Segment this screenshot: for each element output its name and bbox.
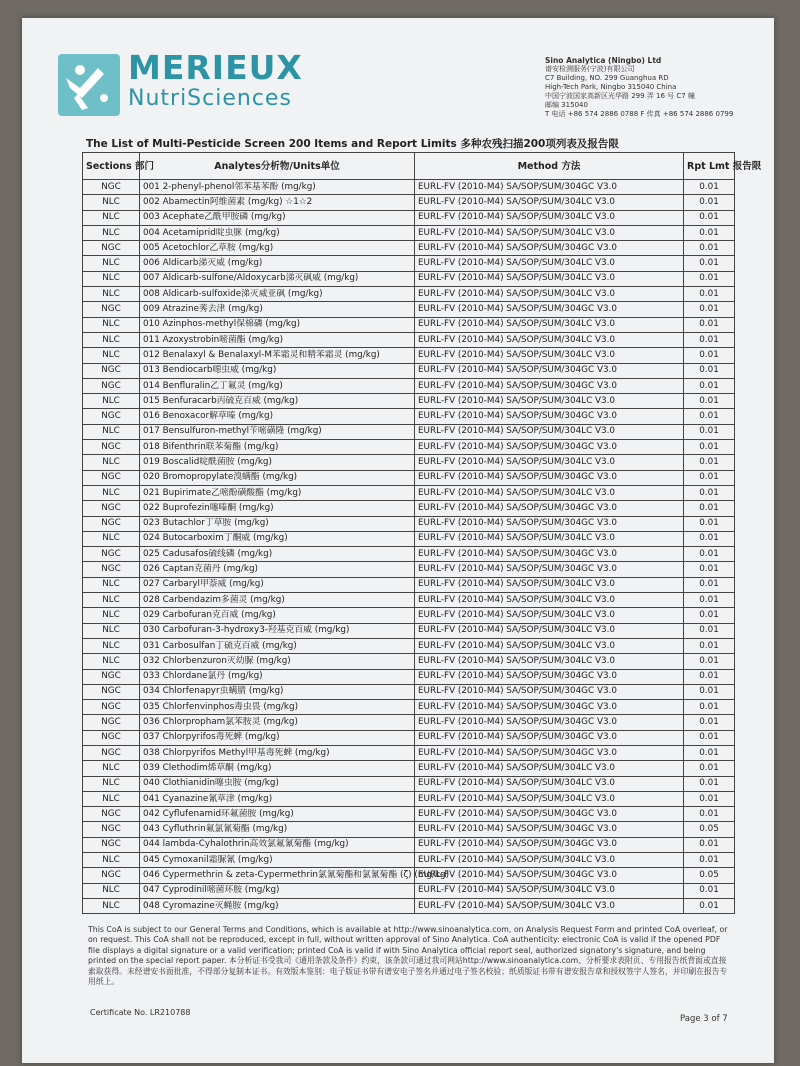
method-cell: EURL-FV (2010-M4) SA/SOP/SUM/304LC V3.0: [415, 195, 684, 210]
section-cell: NLC: [83, 638, 140, 653]
col-header-section: Sections 部门: [83, 153, 140, 180]
method-cell: EURL-FV (2010-M4) SA/SOP/SUM/304LC V3.0: [415, 424, 684, 439]
section-cell: NLC: [83, 776, 140, 791]
method-cell: EURL-FV (2010-M4) SA/SOP/SUM/304GC V3.0: [415, 700, 684, 715]
table-row: [83, 898, 735, 913]
merieux-logo-icon: [58, 54, 120, 116]
analyte-cell: 019 Boscalid啶酰菌胺 (mg/kg): [140, 455, 415, 470]
limit-cell: 0.01: [684, 455, 735, 470]
address-line: C7 Building, NO. 299 Guanghua RD: [545, 74, 669, 82]
analyte-cell: 037 Chlorpyrifos毒死蜱 (mg/kg): [140, 730, 415, 745]
method-cell: EURL-FV (2010-M4) SA/SOP/SUM/304LC V3.0: [415, 348, 684, 363]
table-row: [83, 516, 735, 531]
table-row: [83, 654, 735, 669]
table-row: [83, 378, 735, 393]
table-row: [83, 577, 735, 592]
analyte-cell: 006 Aldicarb涕灭威 (mg/kg): [140, 256, 415, 271]
table-row: [83, 485, 735, 500]
table-row: [83, 807, 735, 822]
method-cell: EURL-FV (2010-M4) SA/SOP/SUM/304GC V3.0: [415, 180, 684, 195]
analyte-cell: 047 Cyprodinil嘧菌环胺 (mg/kg): [140, 883, 415, 898]
method-cell: EURL-FV (2010-M4) SA/SOP/SUM/304LC V3.0: [415, 256, 684, 271]
section-cell: NLC: [83, 853, 140, 868]
limit-cell: 0.01: [684, 853, 735, 868]
limit-cell: 0.01: [684, 363, 735, 378]
analyte-cell: 002 Abamectin阿维菌素 (mg/kg) ☆1☆2: [140, 195, 415, 210]
table-row: [83, 883, 735, 898]
address-line: 中国宁波国家高新区光华路 299 弄 16 号 C7 幢: [545, 92, 695, 100]
analyte-cell: 003 Acephate乙酰甲胺磷 (mg/kg): [140, 210, 415, 225]
limit-cell: 0.01: [684, 761, 735, 776]
limit-cell: 0.01: [684, 608, 735, 623]
method-cell: EURL-FV (2010-M4) SA/SOP/SUM/304LC V3.0: [415, 210, 684, 225]
method-cell: EURL-FV (2010-M4) SA/SOP/SUM/304LC V3.0: [415, 394, 684, 409]
limit-cell: 0.05: [684, 822, 735, 837]
section-cell: NGC: [83, 470, 140, 485]
col-header-limit: Rpt Lmt 报告限: [684, 153, 735, 180]
method-cell: EURL-FV (2010-M4) SA/SOP/SUM/304LC V3.0: [415, 654, 684, 669]
limit-cell: 0.01: [684, 424, 735, 439]
analyte-cell: 024 Butocarboxim丁酮威 (mg/kg): [140, 531, 415, 546]
analyte-cell: 048 Cyromazine灭蝇胺 (mg/kg): [140, 898, 415, 913]
analyte-cell: 016 Benoxacor解草嗪 (mg/kg): [140, 409, 415, 424]
limit-cell: 0.01: [684, 654, 735, 669]
method-cell: EURL-FV (2010-M4) SA/SOP/SUM/304LC V3.0: [415, 531, 684, 546]
company-name-cn: 谱安检测服务(宁波)有限公司: [545, 65, 635, 73]
analyte-cell: 044 lambda-Cyhalothrin高效氯氟氰菊酯 (mg/kg): [140, 837, 415, 852]
method-cell: EURL-FV (2010-M4) SA/SOP/SUM/304LC V3.0: [415, 287, 684, 302]
table-row: [83, 868, 735, 883]
table-row: [83, 745, 735, 760]
method-cell: EURL-FV (2010-M4) SA/SOP/SUM/304LC V3.0: [415, 761, 684, 776]
table-row: [83, 440, 735, 455]
limit-cell: 0.01: [684, 180, 735, 195]
analyte-cell: 038 Chlorpyrifos Methyl甲基毒死蜱 (mg/kg): [140, 745, 415, 760]
method-cell: EURL-FV (2010-M4) SA/SOP/SUM/304GC V3.0: [415, 363, 684, 378]
analyte-cell: 022 Buprofezin噻嗪酮 (mg/kg): [140, 501, 415, 516]
analyte-cell: 036 Chlorpropham氯苯胺灵 (mg/kg): [140, 715, 415, 730]
method-cell: EURL-FV (2010-M4) SA/SOP/SUM/304GC V3.0: [415, 241, 684, 256]
table-row: [83, 715, 735, 730]
table-row: [83, 776, 735, 791]
company-address: [545, 56, 765, 119]
analyte-cell: 009 Atrazine莠去津 (mg/kg): [140, 302, 415, 317]
limit-cell: 0.01: [684, 195, 735, 210]
section-cell: NLC: [83, 883, 140, 898]
section-cell: NGC: [83, 715, 140, 730]
section-cell: NLC: [83, 455, 140, 470]
section-cell: NGC: [83, 700, 140, 715]
analyte-cell: 026 Captan克菌丹 (mg/kg): [140, 562, 415, 577]
table-row: [83, 730, 735, 745]
analyte-cell: 013 Bendiocarb噁虫威 (mg/kg): [140, 363, 415, 378]
table-row: [83, 547, 735, 562]
logo-subtitle: NutriSciences: [128, 86, 292, 111]
limit-cell: 0.01: [684, 562, 735, 577]
method-cell: EURL-FV (2010-M4) SA/SOP/SUM/304GC V3.0: [415, 409, 684, 424]
table-row: [83, 791, 735, 806]
limit-cell: 0.01: [684, 669, 735, 684]
analyte-cell: 017 Bensulfuron-methyl苄嘧磺隆 (mg/kg): [140, 424, 415, 439]
analyte-cell: 011 Azoxystrobin嘧菌酯 (mg/kg): [140, 332, 415, 347]
method-cell: EURL-FV (2010-M4) SA/SOP/SUM/304GC V3.0: [415, 470, 684, 485]
limit-cell: 0.01: [684, 210, 735, 225]
method-cell: EURL-FV (2010-M4) SA/SOP/SUM/304GC V3.0: [415, 822, 684, 837]
analyte-cell: 020 Bromopropylate溴螨酯 (mg/kg): [140, 470, 415, 485]
analyte-cell: 007 Aldicarb-sulfone/Aldoxycarb涕灭砜威 (mg/kg): [140, 271, 415, 286]
method-cell: EURL-FV (2010-M4) SA/SOP/SUM/304GC V3.0: [415, 440, 684, 455]
table-row: [83, 348, 735, 363]
section-cell: NGC: [83, 745, 140, 760]
section-cell: NLC: [83, 225, 140, 240]
section-cell: NGC: [83, 684, 140, 699]
method-cell: EURL-FV (2010-M4) SA/SOP/SUM/304GC V3.0: [415, 562, 684, 577]
table-row: [83, 684, 735, 699]
table-row: [83, 409, 735, 424]
table-row: [83, 317, 735, 332]
analyte-cell: 029 Carbofuran克百威 (mg/kg): [140, 608, 415, 623]
limit-cell: 0.01: [684, 348, 735, 363]
limit-cell: 0.01: [684, 577, 735, 592]
analyte-cell: 030 Carbofuran-3-hydroxy3-羟基克百威 (mg/kg): [140, 623, 415, 638]
table-row: [83, 195, 735, 210]
method-cell: EURL-FV (2010-M4) SA/SOP/SUM/304LC V3.0: [415, 317, 684, 332]
analyte-cell: 001 2-phenyl-phenol邻苯基苯酚 (mg/kg): [140, 180, 415, 195]
table-row: [83, 302, 735, 317]
analyte-cell: 040 Clothianidin噻虫胺 (mg/kg): [140, 776, 415, 791]
method-cell: EURL-FV (2010-M4) SA/SOP/SUM/304LC V3.0: [415, 577, 684, 592]
limit-cell: 0.01: [684, 501, 735, 516]
section-cell: NGC: [83, 363, 140, 378]
analyte-cell: 025 Cadusafos硫线磷 (mg/kg): [140, 547, 415, 562]
section-cell: NGC: [83, 501, 140, 516]
section-cell: NGC: [83, 409, 140, 424]
limit-cell: 0.01: [684, 547, 735, 562]
analyte-cell: 012 Benalaxyl & Benalaxyl-M苯霜灵和精苯霜灵 (mg/kg): [140, 348, 415, 363]
limit-cell: 0.01: [684, 807, 735, 822]
section-cell: NLC: [83, 761, 140, 776]
limit-cell: 0.01: [684, 409, 735, 424]
limit-cell: 0.01: [684, 516, 735, 531]
table-header-row: [83, 153, 735, 180]
certificate-number: Certificate No. LR210788: [90, 1008, 191, 1017]
table-row: [83, 669, 735, 684]
table-row: [83, 424, 735, 439]
analyte-cell: 039 Clethodim烯草酮 (mg/kg): [140, 761, 415, 776]
method-cell: EURL-FV (2010-M4) SA/SOP/SUM/304GC V3.0: [415, 730, 684, 745]
limit-cell: 0.01: [684, 485, 735, 500]
method-cell: EURL-FV (2010-M4) SA/SOP/SUM/304LC V3.0: [415, 623, 684, 638]
method-cell: EURL-FV (2010-M4) SA/SOP/SUM/304LC V3.0: [415, 853, 684, 868]
analyte-cell: 015 Benfuracarb丙硫克百威 (mg/kg): [140, 394, 415, 409]
method-cell: EURL-FV (2010-M4) SA/SOP/SUM/304LC V3.0: [415, 638, 684, 653]
limit-cell: 0.01: [684, 332, 735, 347]
method-cell: EURL-FV (2010-M4) SA/SOP/SUM/304GC V3.0: [415, 501, 684, 516]
analyte-cell: 031 Carbosulfan丁硫克百威 (mg/kg): [140, 638, 415, 653]
section-cell: NLC: [83, 577, 140, 592]
table-row: [83, 638, 735, 653]
method-cell: EURL-FV (2010-M4) SA/SOP/SUM/304GC V3.0: [415, 516, 684, 531]
section-cell: NGC: [83, 440, 140, 455]
table-row: [83, 700, 735, 715]
limit-cell: 0.01: [684, 470, 735, 485]
section-cell: NGC: [83, 669, 140, 684]
analyte-cell: 004 Acetamiprid啶虫脒 (mg/kg): [140, 225, 415, 240]
table-row: [83, 608, 735, 623]
method-cell: EURL-FV (2010-M4) SA/SOP/SUM/304LC V3.0: [415, 225, 684, 240]
method-cell: EURL-FV (2010-M4) SA/SOP/SUM/304GC V3.0: [415, 302, 684, 317]
method-cell: EURL-FV (2010-M4) SA/SOP/SUM/304GC V3.0: [415, 378, 684, 393]
limit-cell: 0.01: [684, 883, 735, 898]
method-cell: EURL-FV (2010-M4) SA/SOP/SUM/304LC V3.0: [415, 608, 684, 623]
section-cell: NLC: [83, 287, 140, 302]
analyte-cell: 027 Carbaryl甲萘威 (mg/kg): [140, 577, 415, 592]
analyte-cell: 045 Cymoxanil霜脲氰 (mg/kg): [140, 853, 415, 868]
table-row: [83, 363, 735, 378]
section-cell: NLC: [83, 531, 140, 546]
section-cell: NGC: [83, 378, 140, 393]
table-row: [83, 455, 735, 470]
limit-cell: 0.05: [684, 868, 735, 883]
address-line: 邮编 315040: [545, 101, 588, 109]
section-cell: NGC: [83, 730, 140, 745]
section-cell: NLC: [83, 210, 140, 225]
document-title: The List of Multi-Pesticide Screen 200 Items and Report Limits 多种农残扫描200项列表及报告限: [86, 138, 619, 150]
table-row: [83, 822, 735, 837]
table-row: [83, 210, 735, 225]
analyte-cell: 014 Benfluralin乙丁氟灵 (mg/kg): [140, 378, 415, 393]
section-cell: NLC: [83, 348, 140, 363]
limit-cell: 0.01: [684, 593, 735, 608]
limit-cell: 0.01: [684, 378, 735, 393]
limit-cell: 0.01: [684, 837, 735, 852]
section-cell: NGC: [83, 837, 140, 852]
limit-cell: 0.01: [684, 623, 735, 638]
table-row: [83, 531, 735, 546]
method-cell: EURL-FV (2010-M4) SA/SOP/SUM/304GC V3.0: [415, 669, 684, 684]
table-row: [83, 225, 735, 240]
method-cell: EURL-FV (2010-M4) SA/SOP/SUM/304LC V3.0: [415, 791, 684, 806]
page-number: Page 3 of 7: [680, 1014, 728, 1024]
limit-cell: 0.01: [684, 287, 735, 302]
section-cell: NGC: [83, 180, 140, 195]
table-row: [83, 271, 735, 286]
analyte-cell: 010 Azinphos-methyl保棉磷 (mg/kg): [140, 317, 415, 332]
method-cell: EURL-FV (2010-M4) SA/SOP/SUM/304LC V3.0: [415, 593, 684, 608]
method-cell: EURL-FV (2010-M4) SA/SOP/SUM/304GC V3.0: [415, 715, 684, 730]
analyte-cell: 041 Cyanazine氰草津 (mg/kg): [140, 791, 415, 806]
table-row: [83, 593, 735, 608]
limit-cell: 0.01: [684, 241, 735, 256]
table-row: [83, 256, 735, 271]
method-cell: EURL-FV (2010-M4) SA/SOP/SUM/304LC V3.0: [415, 332, 684, 347]
limit-cell: 0.01: [684, 440, 735, 455]
terms-text: This CoA is subject to our General Terms and Conditions, which is available at http://www.sinoanalytica.com, on Analysis Request Form and printed CoA overleaf, or on request. This CoA shall not be reproduced, except in full, without written approval of Sino Analytica. CoA authenticity: electronic CoA is valid if the opened PDF file displays a digital signature or a valid verification; printed CoA is valid if with Sino Analytica official report seal, authorized signatory's signature, and being printed on the special report paper. 本分析证书受我司《通用条款及条件》约束，该条款可通过我司网站http://www.sinoanalytica.com、分析要求表附页、专用报告纸背面或直接索取获得。未经谱安书面批准，不得部分复制本证书。有效版本鉴别：电子版证书带有谱安电子签名并通过电子签名校验；纸质版证书带有谱安报告章和授权签字人签名，并印刷在报告专用纸上。: [88, 925, 728, 987]
col-header-method: Method 方法: [415, 153, 684, 180]
analyte-cell: 042 Cyflufenamid环氟菌胺 (mg/kg): [140, 807, 415, 822]
analyte-cell: 032 Chlorbenzuron灭幼脲 (mg/kg): [140, 654, 415, 669]
col-header-analyte: Analytes分析物/Units单位: [140, 153, 415, 180]
section-cell: NGC: [83, 241, 140, 256]
limit-cell: 0.01: [684, 302, 735, 317]
analyte-cell: 028 Carbendazim多菌灵 (mg/kg): [140, 593, 415, 608]
analyte-cell: 021 Bupirimate乙嘧酚磺酸酯 (mg/kg): [140, 485, 415, 500]
table-row: [83, 623, 735, 638]
method-cell: EURL-FV (2010-M4) SA/SOP/SUM/304LC V3.0: [415, 485, 684, 500]
limit-cell: 0.01: [684, 700, 735, 715]
section-cell: NLC: [83, 195, 140, 210]
method-cell: EURL-FV (2010-M4) SA/SOP/SUM/304LC V3.0: [415, 271, 684, 286]
section-cell: NLC: [83, 394, 140, 409]
limit-cell: 0.01: [684, 394, 735, 409]
section-cell: NLC: [83, 654, 140, 669]
logo-wordmark: MERIEUX: [128, 48, 303, 87]
section-cell: NLC: [83, 317, 140, 332]
section-cell: NLC: [83, 623, 140, 638]
method-cell: EURL-FV (2010-M4) SA/SOP/SUM/304LC V3.0: [415, 898, 684, 913]
section-cell: NGC: [83, 868, 140, 883]
address-line: High-Tech Park, Ningbo 315040 China: [545, 83, 677, 91]
company-name: Sino Analytica (Ningbo) Ltd: [545, 56, 662, 65]
table-row: [83, 332, 735, 347]
table-row: [83, 287, 735, 302]
table-row: [83, 180, 735, 195]
method-cell: EURL-FV (2010-M4) SA/SOP/SUM/304LC V3.0: [415, 883, 684, 898]
table-row: [83, 853, 735, 868]
limit-cell: 0.01: [684, 531, 735, 546]
analyte-cell: 034 Chlorfenapyr虫螨腈 (mg/kg): [140, 684, 415, 699]
method-cell: EURL-FV (2010-M4) SA/SOP/SUM/304GC V3.0: [415, 684, 684, 699]
method-cell: EURL-FV (2010-M4) SA/SOP/SUM/304GC V3.0: [415, 837, 684, 852]
limit-cell: 0.01: [684, 638, 735, 653]
limit-cell: 0.01: [684, 225, 735, 240]
method-cell: EURL-FV (2010-M4) SA/SOP/SUM/304GC V3.0: [415, 807, 684, 822]
limit-cell: 0.01: [684, 898, 735, 913]
method-cell: EURL-FV (2010-M4) SA/SOP/SUM/304GC V3.0: [415, 547, 684, 562]
limit-cell: 0.01: [684, 745, 735, 760]
limit-cell: 0.01: [684, 317, 735, 332]
pesticide-table: [82, 152, 762, 914]
analyte-cell: 008 Aldicarb-sulfoxide涕灭威亚砜 (mg/kg): [140, 287, 415, 302]
section-cell: NGC: [83, 302, 140, 317]
phone-fax: T 电话 +86 574 2886 0788 F 传真 +86 574 2886 0799: [545, 110, 734, 118]
limit-cell: 0.01: [684, 271, 735, 286]
analyte-cell: 046 Cypermethrin & zeta-Cypermethrin氯氰菊酯和氯氰菊酯 (ζ) (mg/kg): [140, 868, 415, 883]
table-row: [83, 761, 735, 776]
limit-cell: 0.01: [684, 715, 735, 730]
company-logo: [58, 46, 328, 116]
analyte-cell: 023 Butachlor丁草胺 (mg/kg): [140, 516, 415, 531]
section-cell: NLC: [83, 271, 140, 286]
method-cell: EURL-FV (2010-M4) SA/SOP/SUM/304GC V3.0: [415, 745, 684, 760]
limit-cell: 0.01: [684, 730, 735, 745]
limit-cell: 0.01: [684, 256, 735, 271]
section-cell: NLC: [83, 593, 140, 608]
section-cell: NGC: [83, 807, 140, 822]
analyte-cell: 005 Acetochlor乙草胺 (mg/kg): [140, 241, 415, 256]
analyte-cell: 033 Chlordane氯丹 (mg/kg): [140, 669, 415, 684]
table-row: [83, 394, 735, 409]
section-cell: NLC: [83, 608, 140, 623]
table-row: [83, 241, 735, 256]
limit-cell: 0.01: [684, 791, 735, 806]
section-cell: NGC: [83, 562, 140, 577]
limit-cell: 0.01: [684, 776, 735, 791]
section-cell: NLC: [83, 256, 140, 271]
section-cell: NGC: [83, 822, 140, 837]
method-cell: EURL-FV (2010-M4) SA/SOP/SUM/304LC V3.0: [415, 455, 684, 470]
analyte-cell: 035 Chlorfenvinphos毒虫畏 (mg/kg): [140, 700, 415, 715]
limit-cell: 0.01: [684, 684, 735, 699]
method-cell: EURL-FV (2010-M4) SA/SOP/SUM/304LC V3.0: [415, 776, 684, 791]
section-cell: NLC: [83, 485, 140, 500]
section-cell: NLC: [83, 424, 140, 439]
analyte-cell: 018 Bifenthrin联苯菊酯 (mg/kg): [140, 440, 415, 455]
section-cell: NLC: [83, 898, 140, 913]
section-cell: NLC: [83, 332, 140, 347]
section-cell: NGC: [83, 547, 140, 562]
table-row: [83, 562, 735, 577]
section-cell: NLC: [83, 791, 140, 806]
section-cell: NGC: [83, 516, 140, 531]
table-row: [83, 470, 735, 485]
method-cell: EURL-FV (2010-M4) SA/SOP/SUM/304GC V3.0: [415, 868, 684, 883]
table-row: [83, 837, 735, 852]
analyte-cell: 043 Cyfluthrin氟氯氰菊酯 (mg/kg): [140, 822, 415, 837]
table-row: [83, 501, 735, 516]
